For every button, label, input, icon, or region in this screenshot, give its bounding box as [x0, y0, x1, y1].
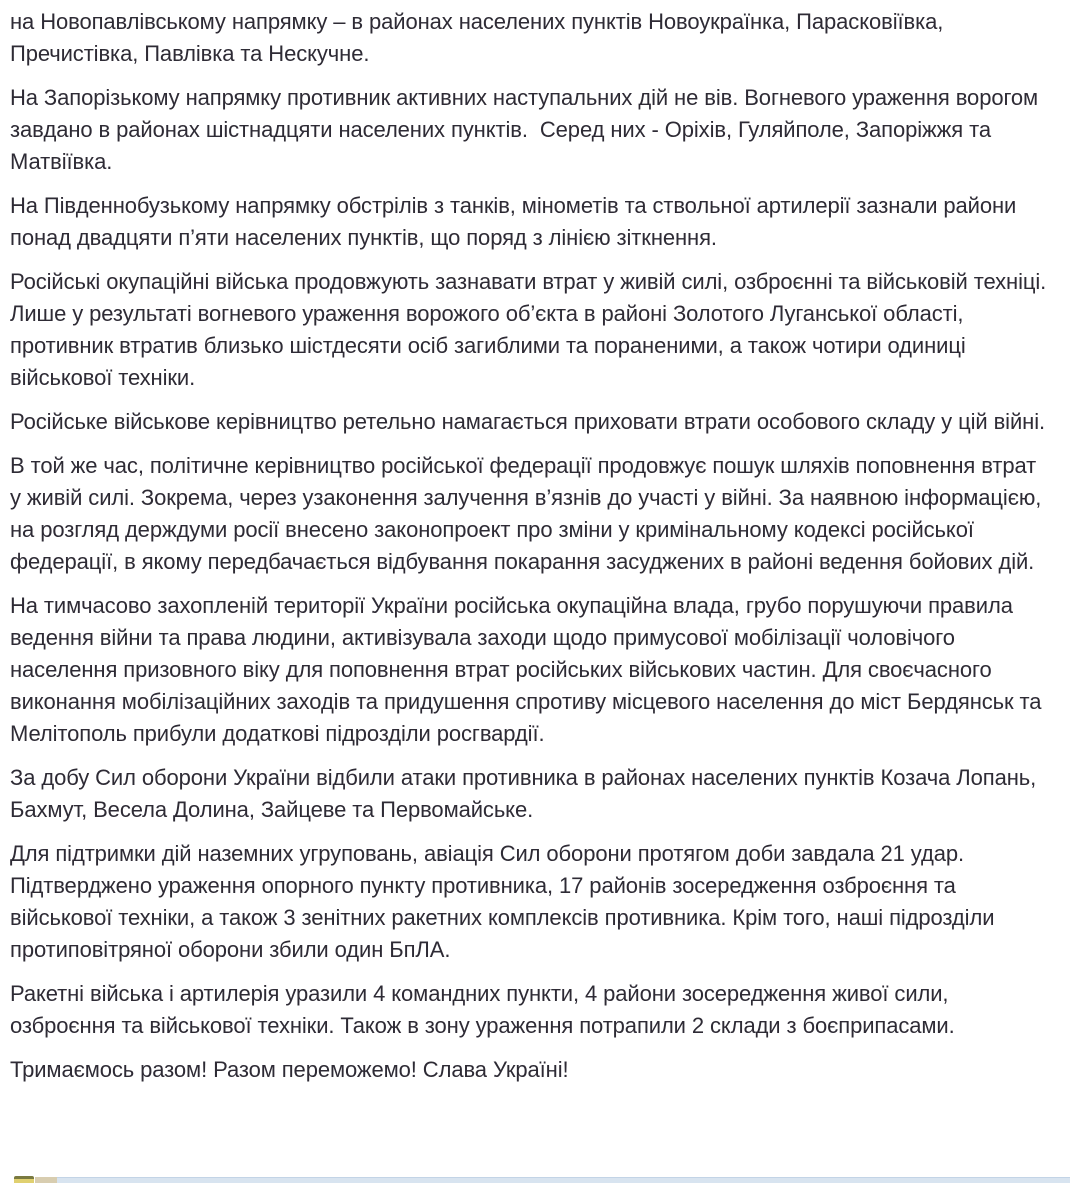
paragraph: Тримаємось разом! Разом переможемо! Слава Україні!: [10, 1057, 569, 1082]
window-edge-bar[interactable]: [57, 1177, 1070, 1183]
bottom-window-peek-strip: [0, 1175, 1070, 1183]
paragraph: На Південнобузькому напрямку обстрілів з танків, мінометів та ствольної артилерії зазнали райони понад двадцяти п’яти населених пунктів, що поряд з лінією зіткнення.: [10, 193, 1023, 250]
paragraph: на Новопавлівському напрямку – в районах населених пунктів Новоукраїнка, Парасковіївка, Пречистівка, Павлівка та Нескучне.: [10, 9, 950, 66]
paragraph: На тимчасово захопленій території України російська окупаційна влада, грубо порушуючи правила ведення війни та права людини, активізувала заходи щодо примусової мобілізації чоловічого населення призовного віку для поповнення втрат російських військових частин. Для своєчасного виконання мобілізаційних заходів та придушення спротиву місцевого населення до міст Бердянськ та Мелітополь прибули додаткові підрозділи росгвардії.: [10, 593, 1048, 746]
taskbar-peek-segment: [35, 1177, 57, 1183]
taskbar-peek-icon[interactable]: [14, 1176, 34, 1183]
paragraph: Ракетні війська і артилерія уразили 4 командних пункти, 4 райони зосередження живої сили, озброєння та військової техніки. Також в зону ураження потрапили 2 склади з боєприпасами.: [10, 981, 955, 1038]
paragraph: Російське військове керівництво ретельно намагається приховати втрати особового складу у цій війні.: [10, 409, 1045, 434]
paragraph: Для підтримки дій наземних угруповань, авіація Сил оборони протягом доби завдала 21 удар. Підтверджено ураження опорного пункту противника, 17 районів зосередження озброєння та військової техніки, а також 3 зенітних ракетних комплексів противника. Крім того, наші підрозділи протиповітряної оборони збили один БпЛА.: [10, 841, 1001, 962]
paragraph: В той же час, політичне керівництво російської федерації продовжує пошук шляхів поповнення втрат у живій силі. Зокрема, через узаконення залучення в’язнів до участі у війні. За наявною інформацією, на розгляд держдуми росії внесено законопроект про зміни у кримінальному кодексі російської федерації, в якому передбачається відбування покарання засуджених в районі ведення бойових дій.: [10, 453, 1048, 574]
paragraph-list: [10, 6, 1053, 1086]
paragraph: На Запорізькому напрямку противник активних наступальних дій не вів. Вогневого ураження ворогом завдано в районах шістнадцяти населених пунктів. Серед них - Оріхів, Гуляйполе, Запоріжжя та Матвіївка.: [10, 85, 1045, 174]
paragraph: Російські окупаційні війська продовжують зазнавати втрат у живій силі, озброєнні та військовій техніці. Лише у результаті вогневого ураження ворожого об’єкта в районі Золотого Луганської області, противник втратив близько шістдесяти осіб загиблими та пораненими, а також чотири одиниці військової техніки.: [10, 269, 1053, 390]
paragraph: За добу Сил оборони України відбили атаки противника в районах населених пунктів Козача Лопань, Бахмут, Весела Долина, Зайцеве та Первомайське.: [10, 765, 1043, 822]
